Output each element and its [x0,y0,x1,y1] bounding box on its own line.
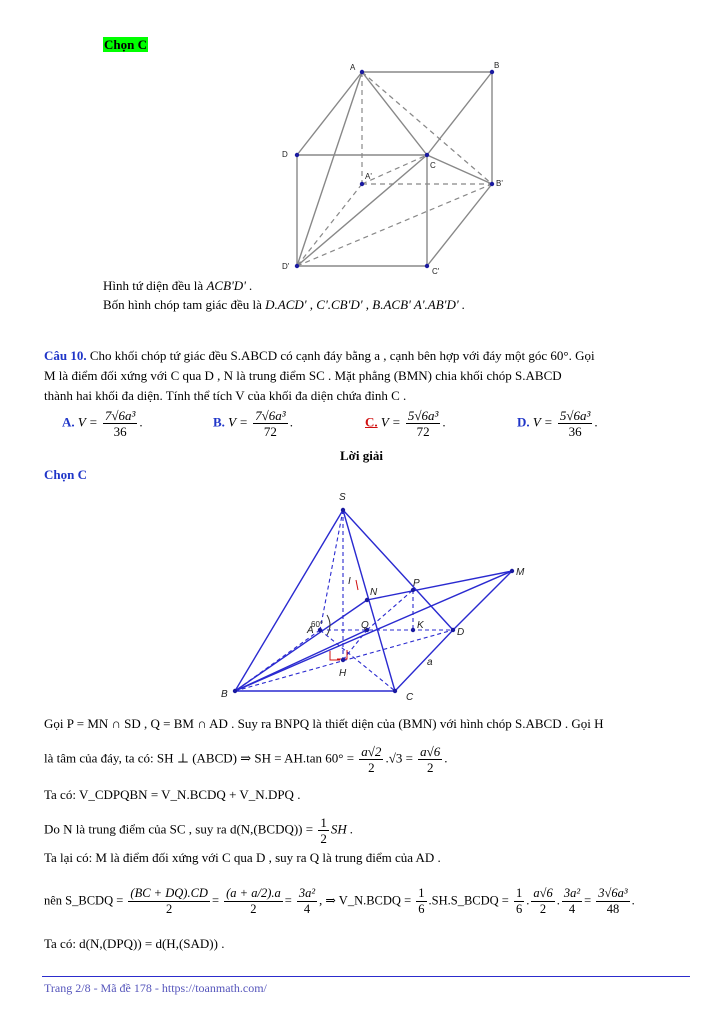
fig-label-K: K [417,620,424,631]
cube-figure [270,58,520,278]
cube-label-A1: A' [365,172,372,181]
answer-choice-top: Chọn C [104,37,147,52]
cube-label-B: B [494,61,500,70]
fig-label-H: H [339,668,347,679]
cube-label-A: A [350,63,356,72]
fig-angle-label: 60° [311,620,324,629]
footer-divider [42,976,690,977]
cube-label-B1: B' [496,179,503,188]
cube-label-C: C [430,161,436,170]
option-c: C. V = $\frac{\text{5√6a³}}{72}$ . [365,408,446,439]
fig-label-P: P [413,578,420,589]
cube-label-C1: C' [432,267,440,276]
fig-label-A: A [307,625,314,636]
page-footer: Trang 2/8 - Mã đề 178 - https://toanmath.com/ [44,981,267,995]
fig-label-M: M [516,567,525,578]
pyramid-figure [215,485,535,705]
solution-line-1: Gọi P = MN ∩ SD , Q = BM ∩ AD . Suy ra BNPQ là thiết diện của (BMN) với hình chóp S.ABCD . Gọi H [44,716,604,731]
answer-choice: Chọn C [44,467,87,482]
option-a: A. V = $\frac{\text{7√6a³}}{36}$ . [62,408,143,439]
question-line-3: thành hai khối đa diện. Tính thể tích V của khối đa diện chứa đỉnh C . [44,388,407,403]
solution-line-7: Ta có: d(N,(DPQ)) = d(H,(SAD)) . [44,936,225,951]
solution-title: Lời giải [340,448,383,463]
fig-label-C: C [406,692,414,703]
cube-label-D1: D' [282,262,290,271]
option-d: D. V = $\frac{\text{5√6a³}}{36}$ . [517,408,598,439]
regular-tetra-line: Hình tứ diện đều là ACB'D' . [103,278,253,293]
option-b: B. V = $\frac{\text{7√6a³}}{72}$ . [213,408,293,439]
question-line-1: Câu 10. Cho khối chóp tứ giác đều S.ABCD có cạnh đáy bằng a , cạnh bên hợp với đáy một góc 60°. Gọi [44,348,595,363]
cube-label-D: D [282,150,288,159]
fig-label-S: S [339,492,346,503]
question-line-2: M là điểm đối xứng với C qua D , N là trung điểm SC . Mặt phẳng (BMN) chia khối chóp S.ABCD [44,368,562,383]
solution-line-4: Do N là trung điểm của SC , suy ra d(N,(BCDQ)) = $\frac{1}{2}$ SH . [44,815,354,846]
solution-line-2: là tâm của đáy, ta có: SH ⊥ (ABCD) ⇒ SH = AH.tan 60° = $\frac{a√2}{2}$ .√3 = $\frac{a√6}{2}$ . [44,744,448,775]
fig-label-D: D [457,627,465,638]
solution-line-5: Ta lại có: M là điểm đối xứng với C qua D , suy ra Q là trung điểm của AD . [44,850,441,865]
pyramids-line: Bốn hình chóp tam giác đều là D.ACD' , C'.CB'D' , B.ACB' A'.AB'D' . [103,297,466,312]
fig-label-I: I [348,576,351,587]
solution-line-3: Ta có: V_CDPQBN = V_N.BCDQ + V_N.DPQ . [44,787,301,802]
fig-label-N: N [370,587,378,598]
solution-line-6: nên S_BCDQ = $\frac{(BC + DQ).CD}{2}$ = $\frac{(a + a/2).a}{2}$ = $\frac{\text{3a²}}{4}$ , ⇒ V_N.BCDQ = $\frac{1}{6}$ .SH.S_BCDQ = $\frac{1}{6}$ . $\frac{a√6}{2}$ . $\frac{\text{3a²}}{4}$ = $\frac{\text{3√6a³}}{48}$ . [44,886,635,916]
fig-label-Q: Q [361,620,369,631]
fig-label-a: a [427,657,433,668]
fig-label-B: B [221,689,228,700]
